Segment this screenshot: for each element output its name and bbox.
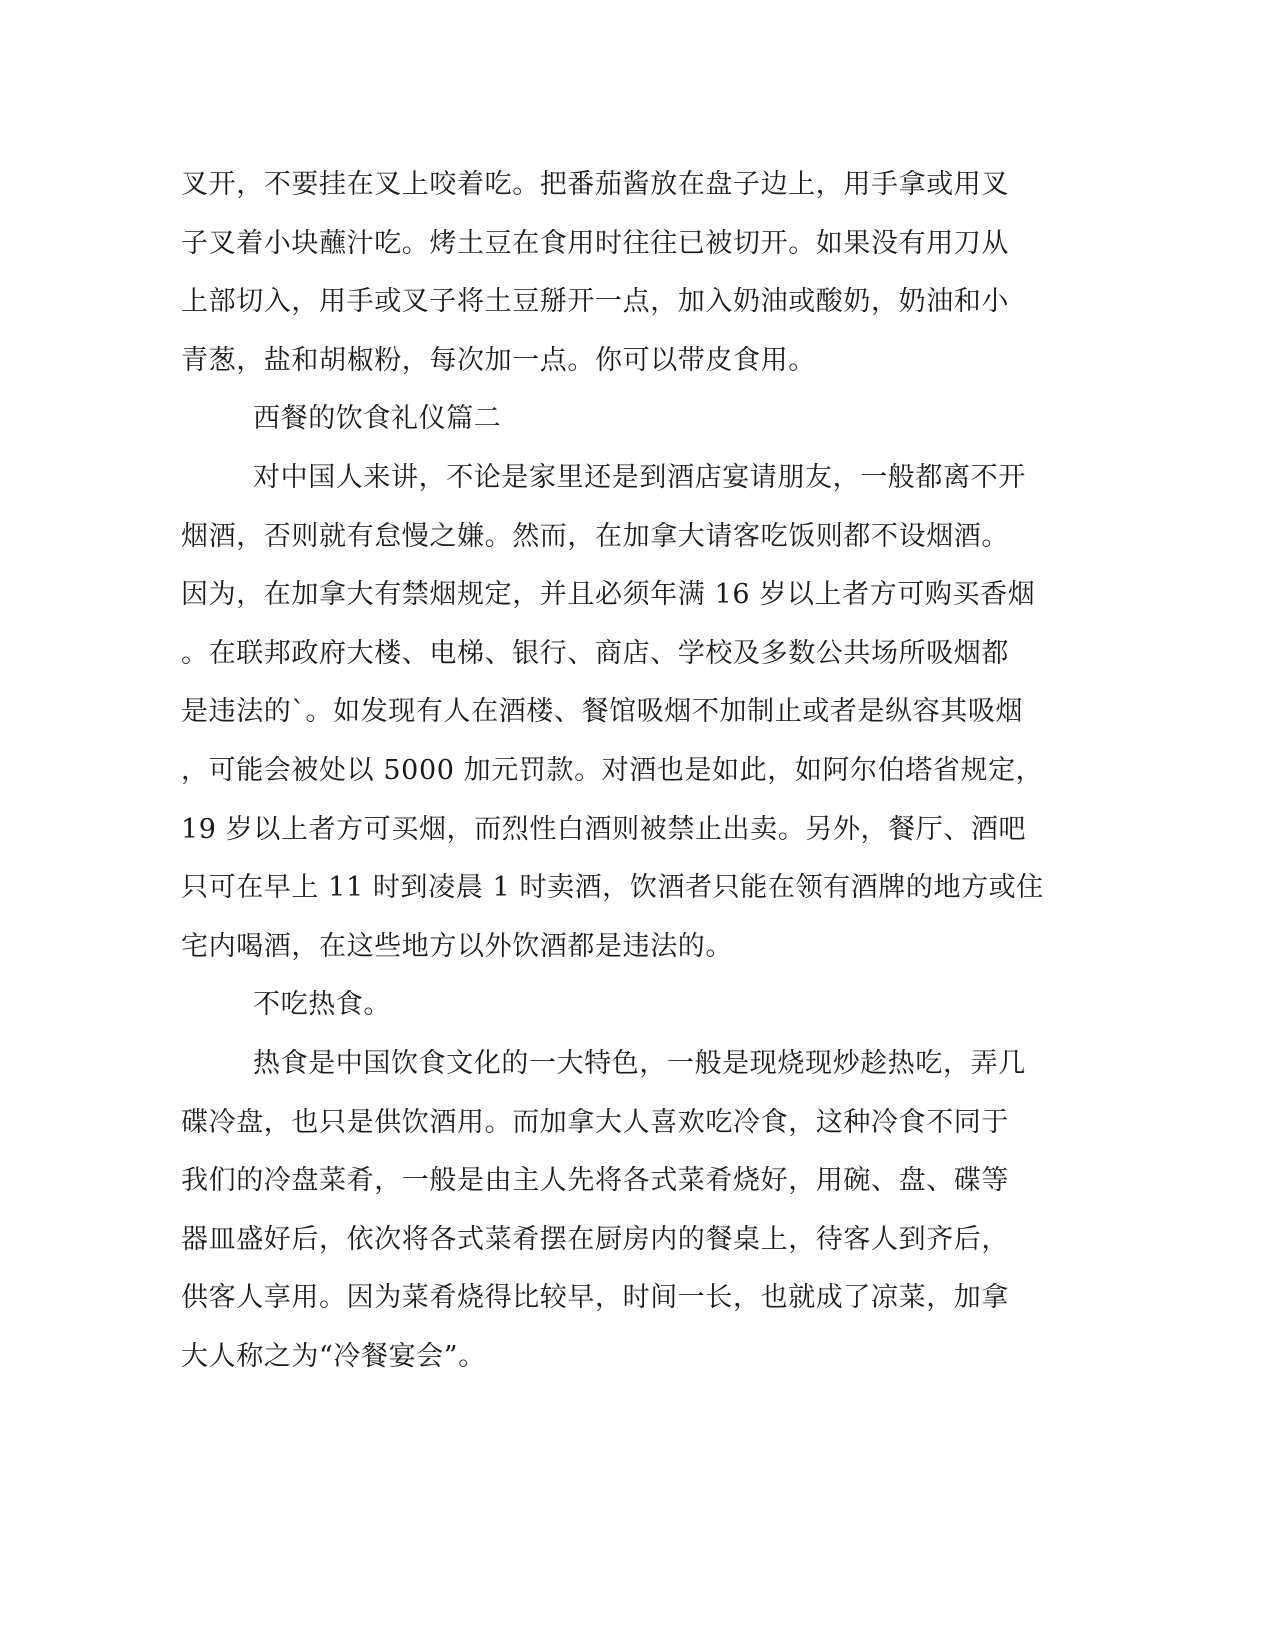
text-line: 碟冷盘，也只是供饮酒用。而加拿大人喜欢吃冷食，这种冷食不同于 [181,1106,1009,1138]
subheading: 不吃热食。 [253,989,391,1021]
text-line: 19 岁以上者方可买烟，而烈性白酒则被禁止出卖。另外，餐厅、酒吧 [181,813,1027,845]
section-heading: 西餐的饮食礼仪篇二 [253,403,502,435]
text-line: 烟酒，否则就有怠慢之嫌。然而，在加拿大请客吃饭则都不设烟酒。 [181,520,1009,552]
text-line: 叉开，不要挂在叉上咬着吃。把番茄酱放在盘子边上，用手拿或用叉 [181,169,1009,200]
text-line: 上部切入，用手或叉子将土豆掰开一点，加入奶油或酸奶，奶油和小 [181,286,1009,318]
text-line: 我们的冷盘菜肴，一般是由主人先将各式菜肴烧好，用碗、盘、碟等 [181,1165,1009,1197]
text-line: 热食是中国饮食文化的一大特色，一般是现烧现炒趁热吃，弄几 [253,1047,1026,1079]
text-line: ，可能会被处以 5000 加元罚款。对酒也是如此，如阿尔伯塔省规定， [181,754,1044,786]
text-line: 青葱，盐和胡椒粉，每次加一点。你可以带皮食用。 [181,344,816,376]
text-line: 宅内喝酒，在这些地方以外饮酒都是违法的。 [181,930,733,962]
text-line: 子叉着小块蘸汁吃。烤土豆在食用时往往已被切开。如果没有用刀从 [181,227,1009,259]
text-line: 大人称之为“冷餐宴会”。 [181,1340,486,1372]
text-line: 供客人享用。因为菜肴烧得比较早，时间一长，也就成了凉菜，加拿 [181,1282,1009,1314]
text-line: 因为，在加拿大有禁烟规定，并且必须年满 16 岁以上者方可购买香烟 [181,579,1036,611]
document-body [181,156,1044,1386]
text-line: 器皿盛好后，依次将各式菜肴摆在厨房内的餐桌上，待客人到齐后， [181,1223,1009,1255]
text-line: 是违法的`。如发现有人在酒楼、餐馆吸烟不加制止或者是纵容其吸烟 [181,696,1024,728]
text-line: 对中国人来讲，不论是家里还是到酒店宴请朋友，一般都离不开 [253,461,1026,493]
text-line: 只可在早上 11 时到凌晨 1 时卖酒，饮酒者只能在领有酒牌的地方或住 [181,872,1044,904]
text-line: 。在联邦政府大楼、电梯、银行、商店、学校及多数公共场所吸烟都 [181,637,1009,669]
